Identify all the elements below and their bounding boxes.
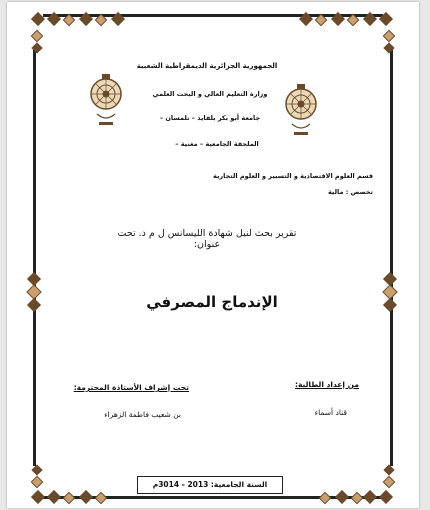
- department-name: قسم العلوم الاقتصادية و التسيير و العلوم التجارية: [213, 172, 373, 180]
- supervisor-label: تحت إشراف الأستاذة المحترمة:: [73, 383, 189, 392]
- top-left-corner-ornament: [31, 10, 151, 54]
- student-label: من إعداد الطالبة:: [295, 380, 359, 389]
- right-side-ornament: [377, 272, 405, 312]
- document-page: [7, 2, 419, 508]
- main-title: الإندماج المصرفي: [146, 293, 278, 311]
- bottom-left-corner-ornament: [31, 464, 151, 504]
- right-university-emblem-icon: [282, 82, 320, 140]
- border-right-line: [390, 46, 393, 466]
- left-side-ornament: [21, 272, 49, 312]
- header-annex: الملحقة الجامعية – مغنية –: [175, 140, 259, 148]
- border-left-line: [33, 46, 36, 466]
- header-republic: الجمهورية الجزائرية الديمقراطية الشعبية: [136, 62, 278, 70]
- specialty: تخصص : مالية: [327, 188, 373, 196]
- report-intro: تقرير بحث لنيل شهادة الليسانس ل م د. تحت عنوان:: [117, 228, 297, 250]
- header-ministry: وزارة التعليم العالي و البحث العلمي: [152, 90, 268, 98]
- academic-year: السنة الجامعية: 2013 - 3014م: [152, 480, 268, 489]
- header-university: جامعة أبو بكر بلقايد – تلمسان –: [159, 114, 261, 122]
- bottom-right-corner-ornament: [275, 464, 395, 504]
- supervisor-name: بن شعيب فاطمة الزهراء: [104, 410, 181, 419]
- student-name: قناد أسماء: [314, 408, 347, 417]
- top-right-corner-ornament: [275, 10, 395, 54]
- left-university-emblem-icon: [87, 72, 125, 130]
